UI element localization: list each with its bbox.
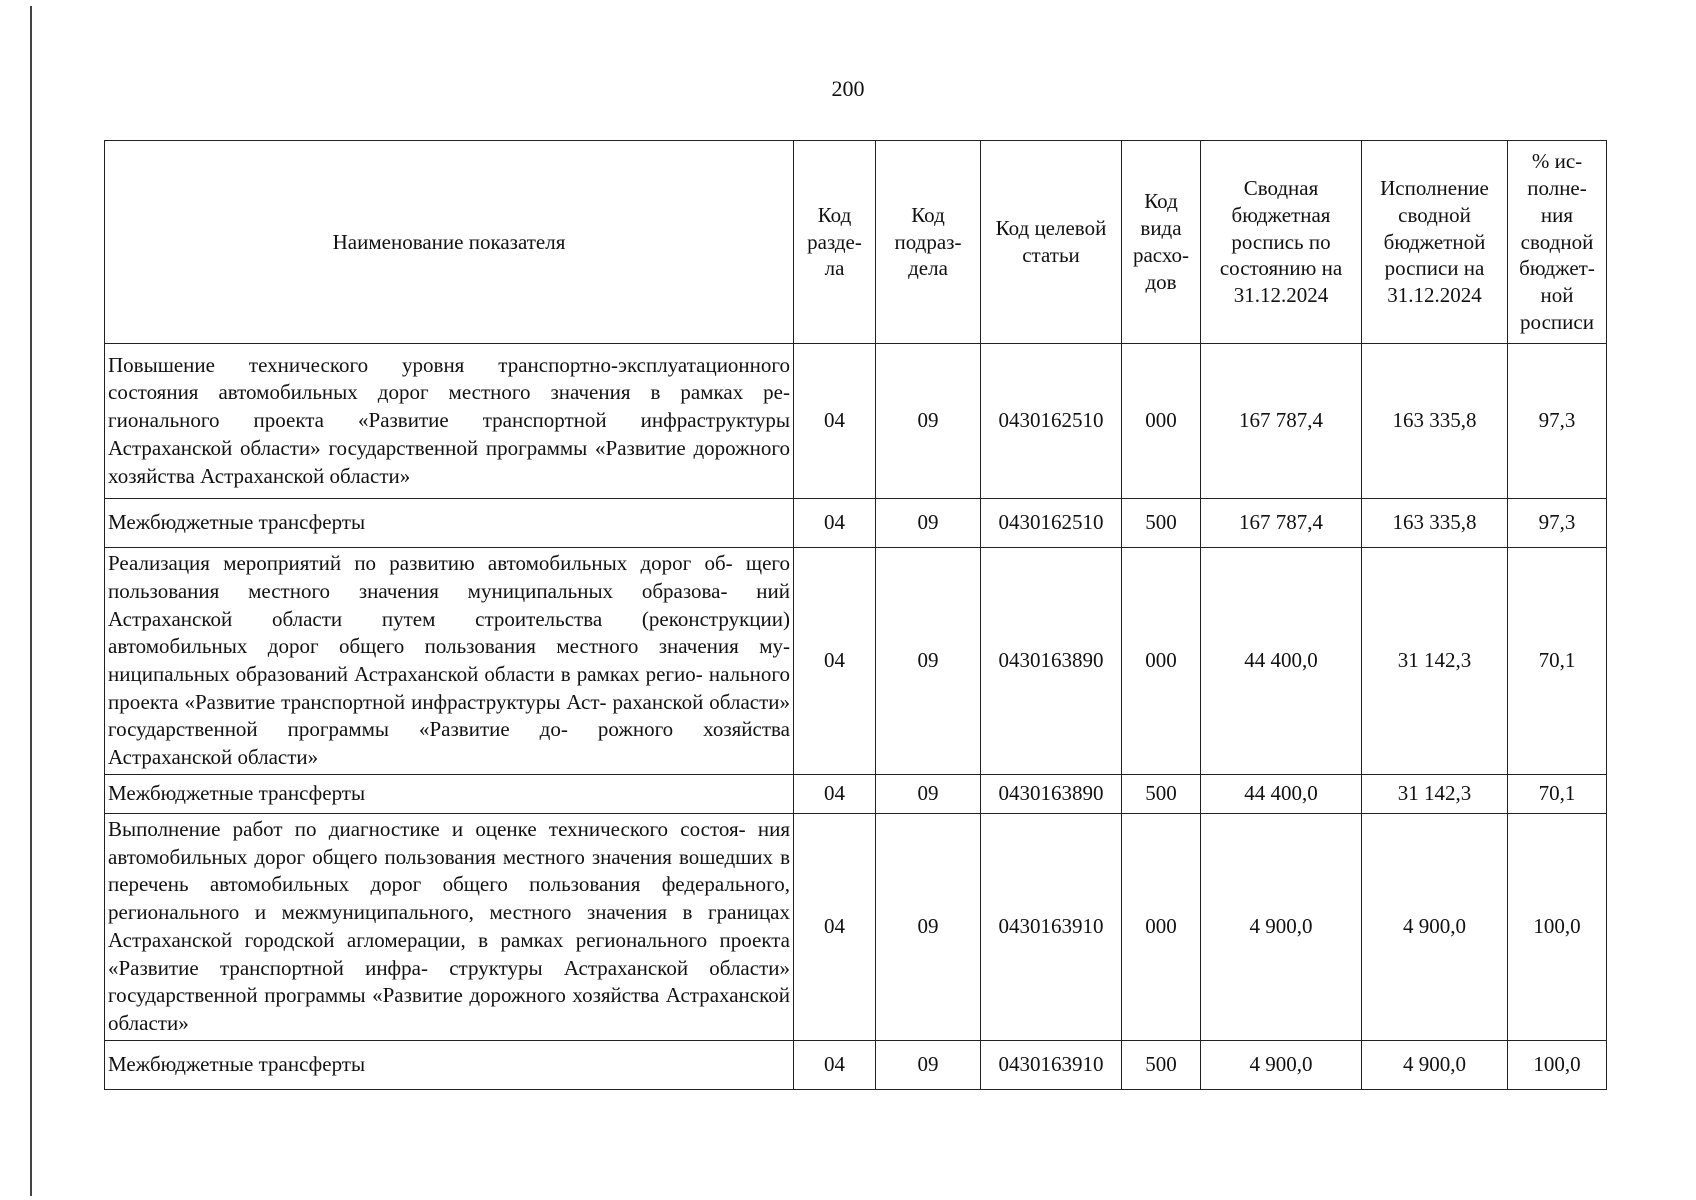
- header-percent-execution: % ис- полне- ния сводной бюджет- ной росписи: [1508, 141, 1607, 344]
- percent-cell: 100,0: [1508, 814, 1607, 1041]
- left-margin-rule: [30, 6, 32, 1196]
- expense-type-cell: 000: [1122, 344, 1201, 499]
- target-code-cell: 0430162510: [981, 344, 1122, 499]
- consolidated-cell: 4 900,0: [1201, 814, 1362, 1041]
- execution-cell: 31 142,3: [1362, 548, 1508, 775]
- expense-type-cell: 500: [1122, 775, 1201, 814]
- table-row: [105, 1040, 1607, 1089]
- header-target-code: Код целевой статьи: [981, 141, 1122, 344]
- header-section-code: Код разде- ла: [794, 141, 876, 344]
- subsection-cell: 09: [876, 814, 981, 1041]
- target-code-cell: 0430163890: [981, 548, 1122, 775]
- table-header-row: [105, 141, 1607, 344]
- execution-cell: 4 900,0: [1362, 814, 1508, 1041]
- consolidated-cell: 167 787,4: [1201, 344, 1362, 499]
- target-code-cell: 0430163910: [981, 814, 1122, 1041]
- percent-cell: 70,1: [1508, 548, 1607, 775]
- page-number: 200: [831, 76, 865, 101]
- execution-cell: 4 900,0: [1362, 1040, 1508, 1089]
- table-row: [105, 344, 1607, 499]
- budget-execution-table: [104, 140, 1607, 1090]
- execution-cell: 31 142,3: [1362, 775, 1508, 814]
- section-cell: 04: [794, 344, 876, 499]
- header-indicator-name: Наименование показателя: [105, 141, 794, 344]
- consolidated-cell: 44 400,0: [1201, 548, 1362, 775]
- target-code-cell: 0430163910: [981, 1040, 1122, 1089]
- section-cell: 04: [794, 548, 876, 775]
- indicator-name-cell: Повышение технического уровня транспортно-эксплуатационного состояния автомобильных дорог местного значения в рамках ре- гионального проекта «Развитие транспортной инфраструктуры Астраханской области» государственной программы «Развитие дорожного хозяйства Астраханской области»: [105, 344, 794, 499]
- consolidated-cell: 167 787,4: [1201, 499, 1362, 548]
- consolidated-cell: 4 900,0: [1201, 1040, 1362, 1089]
- indicator-name-cell: Реализация мероприятий по развитию автомобильных дорог об- щего пользования местного значения муниципальных образова- ний Астраханской области путем строительства (реконструкции) автомобильных дорог общего пользования местного значения му- ниципальных образований Астраханской области в рамках регио- нального проекта «Развитие транспортной инфраструктуры Аст- раханской области» государственной программы «Развитие до- рожного хозяйства Астраханской области»: [105, 548, 794, 775]
- subsection-cell: 09: [876, 775, 981, 814]
- indicator-name-cell: Межбюджетные трансферты: [105, 1040, 794, 1089]
- indicator-name-cell: Межбюджетные трансферты: [105, 775, 794, 814]
- table-row: [105, 548, 1607, 775]
- header-execution: Исполнение сводной бюджетной росписи на 31.12.2024: [1362, 141, 1508, 344]
- execution-cell: 163 335,8: [1362, 344, 1508, 499]
- expense-type-cell: 000: [1122, 814, 1201, 1041]
- percent-cell: 97,3: [1508, 344, 1607, 499]
- subsection-cell: 09: [876, 548, 981, 775]
- execution-cell: 163 335,8: [1362, 499, 1508, 548]
- header-subsection-code: Код подраз- дела: [876, 141, 981, 344]
- header-expense-type-code: Код вида расхо- дов: [1122, 141, 1201, 344]
- target-code-cell: 0430163890: [981, 775, 1122, 814]
- section-cell: 04: [794, 499, 876, 548]
- section-cell: 04: [794, 1040, 876, 1089]
- header-consolidated-budget-list: Сводная бюджетная роспись по состоянию на 31.12.2024: [1201, 141, 1362, 344]
- consolidated-cell: 44 400,0: [1201, 775, 1362, 814]
- percent-cell: 70,1: [1508, 775, 1607, 814]
- expense-type-cell: 000: [1122, 548, 1201, 775]
- section-cell: 04: [794, 775, 876, 814]
- section-cell: 04: [794, 814, 876, 1041]
- subsection-cell: 09: [876, 344, 981, 499]
- target-code-cell: 0430162510: [981, 499, 1122, 548]
- percent-cell: 100,0: [1508, 1040, 1607, 1089]
- indicator-name-cell: Выполнение работ по диагностике и оценке технического состоя- ния автомобильных дорог общего пользования местного значения вошедших в перечень автомобильных дорог общего пользования федерального, регионального и межмуниципального, местного значения в границах Астраханской городской агломерации, в рамках регионального проекта «Развитие транспортной инфра- структуры Астраханской области» государственной программы «Развитие дорожного хозяйства Астраханской области»: [105, 814, 794, 1041]
- table-row: [105, 814, 1607, 1041]
- table-row: [105, 499, 1607, 548]
- subsection-cell: 09: [876, 1040, 981, 1089]
- table-row: [105, 775, 1607, 814]
- expense-type-cell: 500: [1122, 1040, 1201, 1089]
- expense-type-cell: 500: [1122, 499, 1201, 548]
- indicator-name-cell: Межбюджетные трансферты: [105, 499, 794, 548]
- percent-cell: 97,3: [1508, 499, 1607, 548]
- subsection-cell: 09: [876, 499, 981, 548]
